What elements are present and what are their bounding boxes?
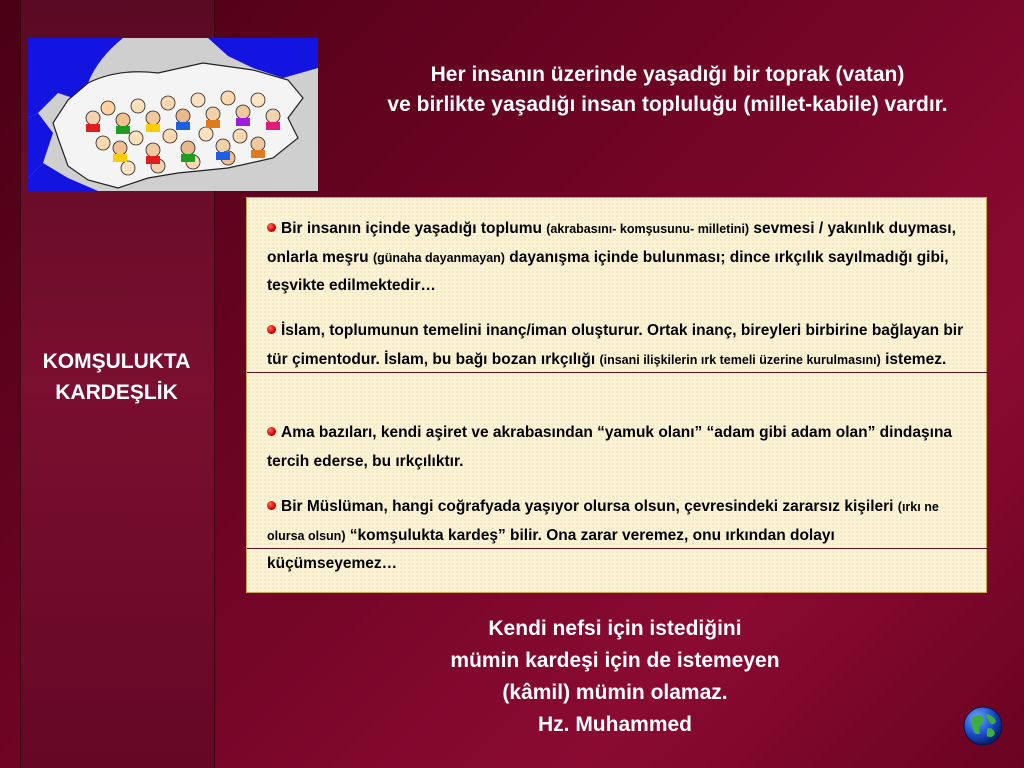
footer-quote-line1: Kendi nefsi için istediğini: [488, 617, 742, 640]
panel-divider-line: [247, 372, 988, 373]
p1-text-e: dayanışma içinde bulunması; dince ırkçılık sayılmadığı gibi, teşvikte edilmektedir…: [267, 248, 949, 294]
p1-text-c: sevmesi / yakınlık duyması, onlarla meşru: [267, 220, 956, 266]
p4-text-b: (ırkı ne olursa olsun): [267, 500, 939, 543]
p3-text-a: Ama bazıları, kendi aşiret ve akrabasından “yamuk olanı” “adam gibi adam olan” dindaşına tercih ederse, bu ırkçılıktır.: [267, 424, 953, 470]
footer-quote-attribution: Hz. Muhammed: [537, 713, 692, 736]
red-bullet-icon: [267, 427, 276, 436]
p4-text-c: “komşulukta kardeş” bilir. Ona zarar veremez, onu ırkından dolayı küçümseyemez…: [267, 526, 835, 572]
header-quote-line1: Her insanın üzerinde yaşadığı bir toprak (vatan): [430, 63, 905, 86]
p1-text-d: (günaha dayanmayan): [372, 250, 505, 265]
red-bullet-icon: [267, 501, 276, 510]
footer-quote-line3: (kâmil) mümin olamaz.: [502, 681, 728, 704]
header-quote-line2: ve birlikte yaşadığı insan topluluğu (millet-kabile) vardır.: [387, 93, 948, 116]
footer-quote-line2: mümin kardeşi için de istemeyen: [450, 649, 780, 672]
globe-icon[interactable]: [963, 706, 1003, 746]
turkey-map-people-icon: [28, 38, 318, 191]
red-bullet-icon: [267, 325, 276, 334]
p1-text-b: (akrabasını- komşusunu- milletini): [546, 222, 750, 236]
p2-text-b: (insani ilişkilerin ırk temeli üzerine kurulmasını): [599, 352, 881, 367]
paragraph-3: [267, 419, 967, 476]
side-title-line1: KOMŞULUKTA: [42, 350, 191, 373]
panel-divider-line: [247, 548, 988, 549]
header-quote: [330, 60, 1005, 120]
p1-text-a: Bir insanın içinde yaşadığı toplumu: [281, 220, 547, 237]
paragraph-1: [267, 215, 967, 301]
side-title-line2: KARDEŞLİK: [55, 381, 178, 404]
footer-quote: [380, 613, 850, 741]
p2-text-c: istemez.: [880, 350, 947, 368]
p2-text-a: İslam, toplumunun temelini inanç/iman oluşturur. Ortak inanç, bireyleri birbirine bağlayan bir tür çimentodur. İslam, bu bağı bozan ırkçılığı: [267, 322, 964, 368]
red-bullet-icon: [267, 223, 276, 232]
paragraph-4: [267, 493, 967, 579]
paragraph-2: [267, 317, 967, 374]
content-panel: [246, 197, 987, 593]
p4-text-a: Bir Müslüman, hangi coğrafyada yaşıyor olursa olsun, çevresindeki zararsız kişileri: [281, 498, 898, 515]
side-title: [20, 346, 213, 408]
